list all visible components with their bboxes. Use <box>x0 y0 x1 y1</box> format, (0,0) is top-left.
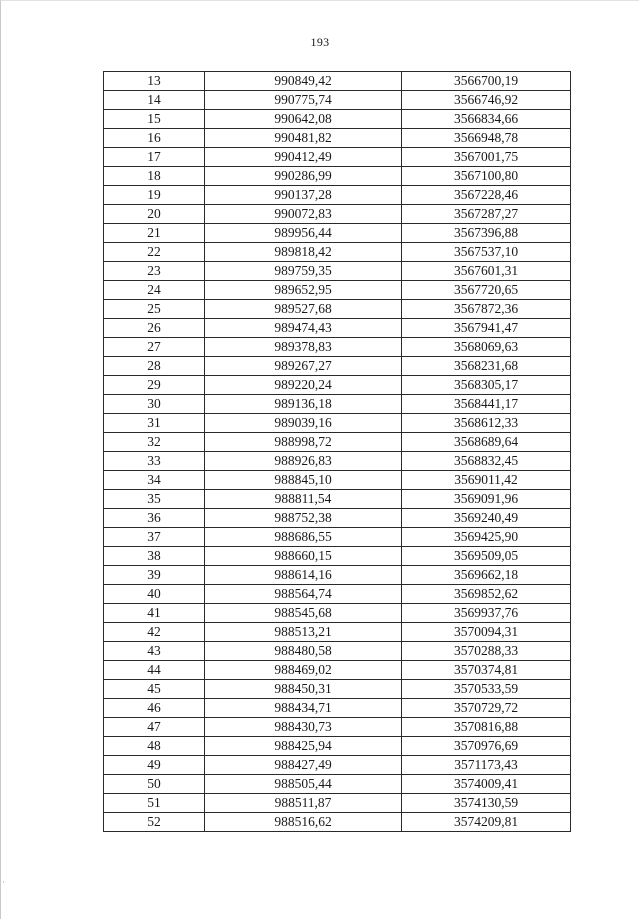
cell-x-coordinate: 990642,08 <box>205 110 402 129</box>
table-row <box>104 376 571 395</box>
cell-point-number: 51 <box>104 794 205 813</box>
cell-y-coordinate: 3568231,68 <box>402 357 571 376</box>
cell-y-coordinate: 3571173,43 <box>402 756 571 775</box>
cell-point-number: 23 <box>104 262 205 281</box>
cell-point-number: 43 <box>104 642 205 661</box>
cell-y-coordinate: 3570533,59 <box>402 680 571 699</box>
cell-point-number: 41 <box>104 604 205 623</box>
table-row <box>104 414 571 433</box>
cell-x-coordinate: 988998,72 <box>205 433 402 452</box>
cell-y-coordinate: 3568612,33 <box>402 414 571 433</box>
cell-y-coordinate: 3567872,36 <box>402 300 571 319</box>
cell-x-coordinate: 990775,74 <box>205 91 402 110</box>
cell-x-coordinate: 989474,43 <box>205 319 402 338</box>
cell-point-number: 39 <box>104 566 205 585</box>
margin-mark: · <box>2 878 5 888</box>
cell-y-coordinate: 3568305,17 <box>402 376 571 395</box>
cell-x-coordinate: 990412,49 <box>205 148 402 167</box>
cell-x-coordinate: 989267,27 <box>205 357 402 376</box>
cell-y-coordinate: 3574009,41 <box>402 775 571 794</box>
table-row <box>104 471 571 490</box>
table-row <box>104 623 571 642</box>
cell-y-coordinate: 3568069,63 <box>402 338 571 357</box>
cell-y-coordinate: 3567601,31 <box>402 262 571 281</box>
cell-x-coordinate: 988545,68 <box>205 604 402 623</box>
cell-point-number: 17 <box>104 148 205 167</box>
cell-y-coordinate: 3570374,81 <box>402 661 571 680</box>
cell-x-coordinate: 989956,44 <box>205 224 402 243</box>
table-row <box>104 547 571 566</box>
cell-x-coordinate: 989759,35 <box>205 262 402 281</box>
cell-point-number: 44 <box>104 661 205 680</box>
cell-point-number: 49 <box>104 756 205 775</box>
cell-x-coordinate: 988450,31 <box>205 680 402 699</box>
cell-y-coordinate: 3574130,59 <box>402 794 571 813</box>
table-row <box>104 129 571 148</box>
cell-point-number: 45 <box>104 680 205 699</box>
cell-x-coordinate: 989652,95 <box>205 281 402 300</box>
cell-y-coordinate: 3569937,76 <box>402 604 571 623</box>
cell-point-number: 47 <box>104 718 205 737</box>
cell-point-number: 22 <box>104 243 205 262</box>
cell-x-coordinate: 988660,15 <box>205 547 402 566</box>
cell-y-coordinate: 3570094,31 <box>402 623 571 642</box>
cell-x-coordinate: 988425,94 <box>205 737 402 756</box>
cell-point-number: 24 <box>104 281 205 300</box>
cell-x-coordinate: 988511,87 <box>205 794 402 813</box>
cell-x-coordinate: 988427,49 <box>205 756 402 775</box>
cell-y-coordinate: 3567228,46 <box>402 186 571 205</box>
cell-y-coordinate: 3574209,81 <box>402 813 571 832</box>
cell-y-coordinate: 3567287,27 <box>402 205 571 224</box>
table-row <box>104 148 571 167</box>
cell-x-coordinate: 988926,83 <box>205 452 402 471</box>
cell-x-coordinate: 988811,54 <box>205 490 402 509</box>
table-row <box>104 91 571 110</box>
cell-point-number: 50 <box>104 775 205 794</box>
cell-point-number: 32 <box>104 433 205 452</box>
cell-x-coordinate: 988614,16 <box>205 566 402 585</box>
cell-point-number: 14 <box>104 91 205 110</box>
cell-point-number: 21 <box>104 224 205 243</box>
cell-point-number: 30 <box>104 395 205 414</box>
cell-y-coordinate: 3570729,72 <box>402 699 571 718</box>
cell-x-coordinate: 989818,42 <box>205 243 402 262</box>
cell-y-coordinate: 3567720,65 <box>402 281 571 300</box>
cell-x-coordinate: 988480,58 <box>205 642 402 661</box>
table-row <box>104 775 571 794</box>
cell-x-coordinate: 988505,44 <box>205 775 402 794</box>
table-row <box>104 699 571 718</box>
table-row <box>104 338 571 357</box>
cell-y-coordinate: 3569662,18 <box>402 566 571 585</box>
table-row <box>104 319 571 338</box>
cell-point-number: 25 <box>104 300 205 319</box>
cell-y-coordinate: 3569509,05 <box>402 547 571 566</box>
cell-point-number: 46 <box>104 699 205 718</box>
cell-point-number: 38 <box>104 547 205 566</box>
cell-x-coordinate: 989039,16 <box>205 414 402 433</box>
cell-y-coordinate: 3568441,17 <box>402 395 571 414</box>
cell-x-coordinate: 990286,99 <box>205 167 402 186</box>
cell-point-number: 18 <box>104 167 205 186</box>
cell-y-coordinate: 3566746,92 <box>402 91 571 110</box>
cell-point-number: 31 <box>104 414 205 433</box>
table-row <box>104 718 571 737</box>
cell-point-number: 20 <box>104 205 205 224</box>
cell-y-coordinate: 3566834,66 <box>402 110 571 129</box>
table-row <box>104 566 571 585</box>
cell-point-number: 52 <box>104 813 205 832</box>
cell-x-coordinate: 988513,21 <box>205 623 402 642</box>
cell-point-number: 42 <box>104 623 205 642</box>
cell-y-coordinate: 3566948,78 <box>402 129 571 148</box>
cell-x-coordinate: 988469,02 <box>205 661 402 680</box>
cell-y-coordinate: 3570976,69 <box>402 737 571 756</box>
cell-y-coordinate: 3569091,96 <box>402 490 571 509</box>
cell-point-number: 26 <box>104 319 205 338</box>
table-row <box>104 642 571 661</box>
cell-x-coordinate: 990849,42 <box>205 72 402 91</box>
table-row <box>104 300 571 319</box>
cell-point-number: 15 <box>104 110 205 129</box>
table-row <box>104 262 571 281</box>
cell-x-coordinate: 988564,74 <box>205 585 402 604</box>
cell-x-coordinate: 988686,55 <box>205 528 402 547</box>
cell-x-coordinate: 988752,38 <box>205 509 402 528</box>
cell-point-number: 29 <box>104 376 205 395</box>
cell-x-coordinate: 990137,28 <box>205 186 402 205</box>
cell-point-number: 34 <box>104 471 205 490</box>
cell-y-coordinate: 3569240,49 <box>402 509 571 528</box>
cell-y-coordinate: 3569011,42 <box>402 471 571 490</box>
cell-y-coordinate: 3566700,19 <box>402 72 571 91</box>
cell-point-number: 16 <box>104 129 205 148</box>
coordinates-table-body <box>104 72 571 832</box>
table-row <box>104 433 571 452</box>
cell-y-coordinate: 3569425,90 <box>402 528 571 547</box>
coordinates-table <box>103 71 571 832</box>
cell-x-coordinate: 988845,10 <box>205 471 402 490</box>
cell-y-coordinate: 3567001,75 <box>402 148 571 167</box>
table-row <box>104 509 571 528</box>
cell-point-number: 48 <box>104 737 205 756</box>
table-row <box>104 281 571 300</box>
table-row <box>104 205 571 224</box>
table-row <box>104 661 571 680</box>
cell-point-number: 35 <box>104 490 205 509</box>
cell-x-coordinate: 988516,62 <box>205 813 402 832</box>
cell-y-coordinate: 3570816,88 <box>402 718 571 737</box>
table-row <box>104 794 571 813</box>
table-row <box>104 186 571 205</box>
table-row <box>104 756 571 775</box>
table-row <box>104 813 571 832</box>
cell-y-coordinate: 3567941,47 <box>402 319 571 338</box>
cell-y-coordinate: 3570288,33 <box>402 642 571 661</box>
table-row <box>104 110 571 129</box>
cell-x-coordinate: 989378,83 <box>205 338 402 357</box>
cell-y-coordinate: 3568689,64 <box>402 433 571 452</box>
cell-y-coordinate: 3568832,45 <box>402 452 571 471</box>
cell-x-coordinate: 988434,71 <box>205 699 402 718</box>
cell-y-coordinate: 3569852,62 <box>402 585 571 604</box>
cell-y-coordinate: 3567537,10 <box>402 243 571 262</box>
page-number: 193 <box>310 35 330 49</box>
table-row <box>104 585 571 604</box>
cell-x-coordinate: 989220,24 <box>205 376 402 395</box>
cell-point-number: 36 <box>104 509 205 528</box>
cell-y-coordinate: 3567396,88 <box>402 224 571 243</box>
cell-point-number: 13 <box>104 72 205 91</box>
table-row <box>104 72 571 91</box>
table-row <box>104 167 571 186</box>
cell-y-coordinate: 3567100,80 <box>402 167 571 186</box>
table-row <box>104 528 571 547</box>
cell-x-coordinate: 990072,83 <box>205 205 402 224</box>
table-row <box>104 737 571 756</box>
table-row <box>104 680 571 699</box>
table-row <box>104 224 571 243</box>
cell-x-coordinate: 989527,68 <box>205 300 402 319</box>
cell-point-number: 19 <box>104 186 205 205</box>
cell-point-number: 40 <box>104 585 205 604</box>
cell-point-number: 33 <box>104 452 205 471</box>
cell-x-coordinate: 988430,73 <box>205 718 402 737</box>
table-row <box>104 243 571 262</box>
table-row <box>104 604 571 623</box>
table-row <box>104 395 571 414</box>
table-row <box>104 490 571 509</box>
cell-x-coordinate: 990481,82 <box>205 129 402 148</box>
cell-point-number: 27 <box>104 338 205 357</box>
table-row <box>104 452 571 471</box>
cell-point-number: 28 <box>104 357 205 376</box>
table-row <box>104 357 571 376</box>
cell-x-coordinate: 989136,18 <box>205 395 402 414</box>
cell-point-number: 37 <box>104 528 205 547</box>
